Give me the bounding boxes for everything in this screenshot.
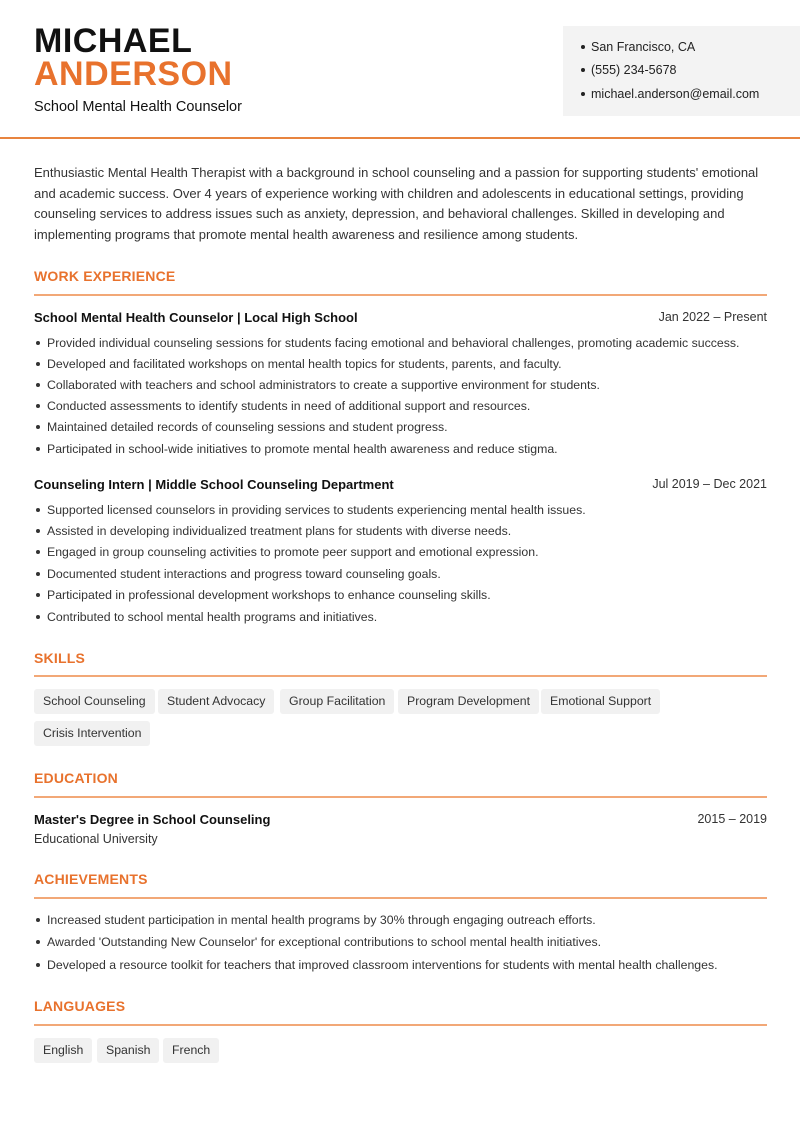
section-divider bbox=[34, 1024, 767, 1026]
section-divider bbox=[34, 294, 767, 296]
skill-tag: Group Facilitation bbox=[280, 689, 394, 714]
list-item bbox=[36, 503, 586, 517]
language-tag: English bbox=[34, 1038, 92, 1063]
list-item bbox=[36, 610, 377, 624]
bullet-text: Assisted in developing individualized treatment plans for students with diverse needs. bbox=[47, 524, 512, 538]
bullet-icon bbox=[36, 550, 40, 554]
list-item bbox=[36, 378, 600, 392]
section-divider bbox=[34, 675, 767, 677]
skill-tag: Program Development bbox=[398, 689, 539, 714]
list-item bbox=[36, 336, 739, 350]
bullet-icon bbox=[581, 45, 585, 49]
job-dates: Jul 2019 – Dec 2021 bbox=[652, 477, 767, 491]
contact-box bbox=[563, 26, 800, 116]
skill-tag: School Counseling bbox=[34, 689, 155, 714]
language-tag: French bbox=[163, 1038, 219, 1063]
resume-header bbox=[0, 0, 800, 139]
degree-title: Master's Degree in School Counseling bbox=[34, 812, 271, 827]
bullet-text: Conducted assessments to identify students in need of additional support and resources. bbox=[47, 399, 531, 413]
contact-location bbox=[581, 40, 695, 54]
section-title-languages: LANGUAGES bbox=[34, 998, 126, 1014]
bullet-text: Collaborated with teachers and school administrators to create a supportive environment for students. bbox=[47, 378, 600, 392]
first-name: MICHAEL bbox=[34, 22, 193, 60]
list-item bbox=[36, 420, 448, 434]
phone-text: (555) 234-5678 bbox=[591, 63, 677, 77]
bullet-icon bbox=[36, 447, 40, 451]
bullet-text: Participated in school-wide initiatives to promote mental health awareness and reduce stigma. bbox=[47, 442, 558, 456]
bullet-icon bbox=[36, 425, 40, 429]
bullet-icon bbox=[581, 92, 585, 96]
section-divider bbox=[34, 796, 767, 798]
bullet-icon bbox=[36, 508, 40, 512]
list-item bbox=[36, 357, 562, 371]
section-title-achievements: ACHIEVEMENTS bbox=[34, 871, 148, 887]
skill-tag: Student Advocacy bbox=[158, 689, 274, 714]
job-dates: Jan 2022 – Present bbox=[658, 310, 767, 324]
bullet-icon bbox=[36, 362, 40, 366]
bullet-icon bbox=[36, 940, 40, 944]
section-title-education: EDUCATION bbox=[34, 770, 118, 786]
last-name: ANDERSON bbox=[34, 55, 233, 93]
bullet-text: Developed and facilitated workshops on mental health topics for students, parents, and faculty. bbox=[47, 357, 562, 371]
list-item bbox=[36, 399, 530, 413]
location-text: San Francisco, CA bbox=[591, 40, 696, 54]
bullet-text: Documented student interactions and progress toward counseling goals. bbox=[47, 567, 441, 581]
contact-email[interactable] bbox=[581, 87, 759, 101]
section-title-work: WORK EXPERIENCE bbox=[34, 268, 176, 284]
skill-tag: Crisis Intervention bbox=[34, 721, 150, 746]
bullet-text: Provided individual counseling sessions for students facing emotional and behavioral challenges, promoting academic success. bbox=[47, 336, 740, 350]
bullet-text: Increased student participation in mental health programs by 30% through engaging outreach efforts. bbox=[47, 913, 596, 927]
email-text[interactable]: michael.anderson@email.com bbox=[591, 87, 760, 101]
section-title-skills: SKILLS bbox=[34, 650, 85, 666]
bullet-text: Contributed to school mental health programs and initiatives. bbox=[47, 610, 378, 624]
bullet-text: Maintained detailed records of counseling sessions and student progress. bbox=[47, 420, 448, 434]
list-item bbox=[36, 958, 718, 972]
list-item bbox=[36, 588, 491, 602]
summary-paragraph: Enthusiastic Mental Health Therapist with a background in school counseling and a passion for supporting students' emotional and academic success. Over 4 years of experience working with children and adolescents in educational settings, providing counseling services to address issues such as anxiety, depression, and behavioral challenges. Skilled in developing and implementing programs that promote mental health awareness and resilience among students. bbox=[34, 165, 759, 243]
language-tag: Spanish bbox=[97, 1038, 159, 1063]
list-item bbox=[36, 935, 601, 949]
bullet-text: Developed a resource toolkit for teachers that improved classroom interventions for students with mental health challenges. bbox=[47, 958, 718, 972]
list-item bbox=[36, 545, 539, 559]
bullet-text: Participated in professional development workshops to enhance counseling skills. bbox=[47, 588, 491, 602]
bullet-icon bbox=[581, 68, 585, 72]
bullet-icon bbox=[36, 918, 40, 922]
section-divider bbox=[34, 897, 767, 899]
skill-tag: Emotional Support bbox=[541, 689, 660, 714]
bullet-icon bbox=[36, 615, 40, 619]
bullet-icon bbox=[36, 572, 40, 576]
bullet-icon bbox=[36, 529, 40, 533]
job-role: Counseling Intern | Middle School Counseling Department bbox=[34, 477, 394, 492]
list-item bbox=[36, 913, 596, 927]
school-name: Educational University bbox=[34, 832, 158, 846]
job-role: School Mental Health Counselor | Local High School bbox=[34, 310, 358, 325]
education-dates: 2015 – 2019 bbox=[697, 812, 767, 826]
bullet-text: Supported licensed counselors in providing services to students experiencing mental health issues. bbox=[47, 503, 586, 517]
list-item bbox=[36, 567, 441, 581]
list-item bbox=[36, 524, 511, 538]
bullet-icon bbox=[36, 593, 40, 597]
bullet-icon bbox=[36, 341, 40, 345]
bullet-text: Awarded 'Outstanding New Counselor' for exceptional contributions to school mental health initiatives. bbox=[47, 935, 602, 949]
bullet-icon bbox=[36, 963, 40, 967]
job-title: School Mental Health Counselor bbox=[34, 99, 242, 115]
bullet-icon bbox=[36, 404, 40, 408]
bullet-icon bbox=[36, 383, 40, 387]
list-item bbox=[36, 442, 558, 456]
contact-phone bbox=[581, 63, 676, 77]
bullet-text: Engaged in group counseling activities to promote peer support and emotional expression. bbox=[47, 545, 539, 559]
